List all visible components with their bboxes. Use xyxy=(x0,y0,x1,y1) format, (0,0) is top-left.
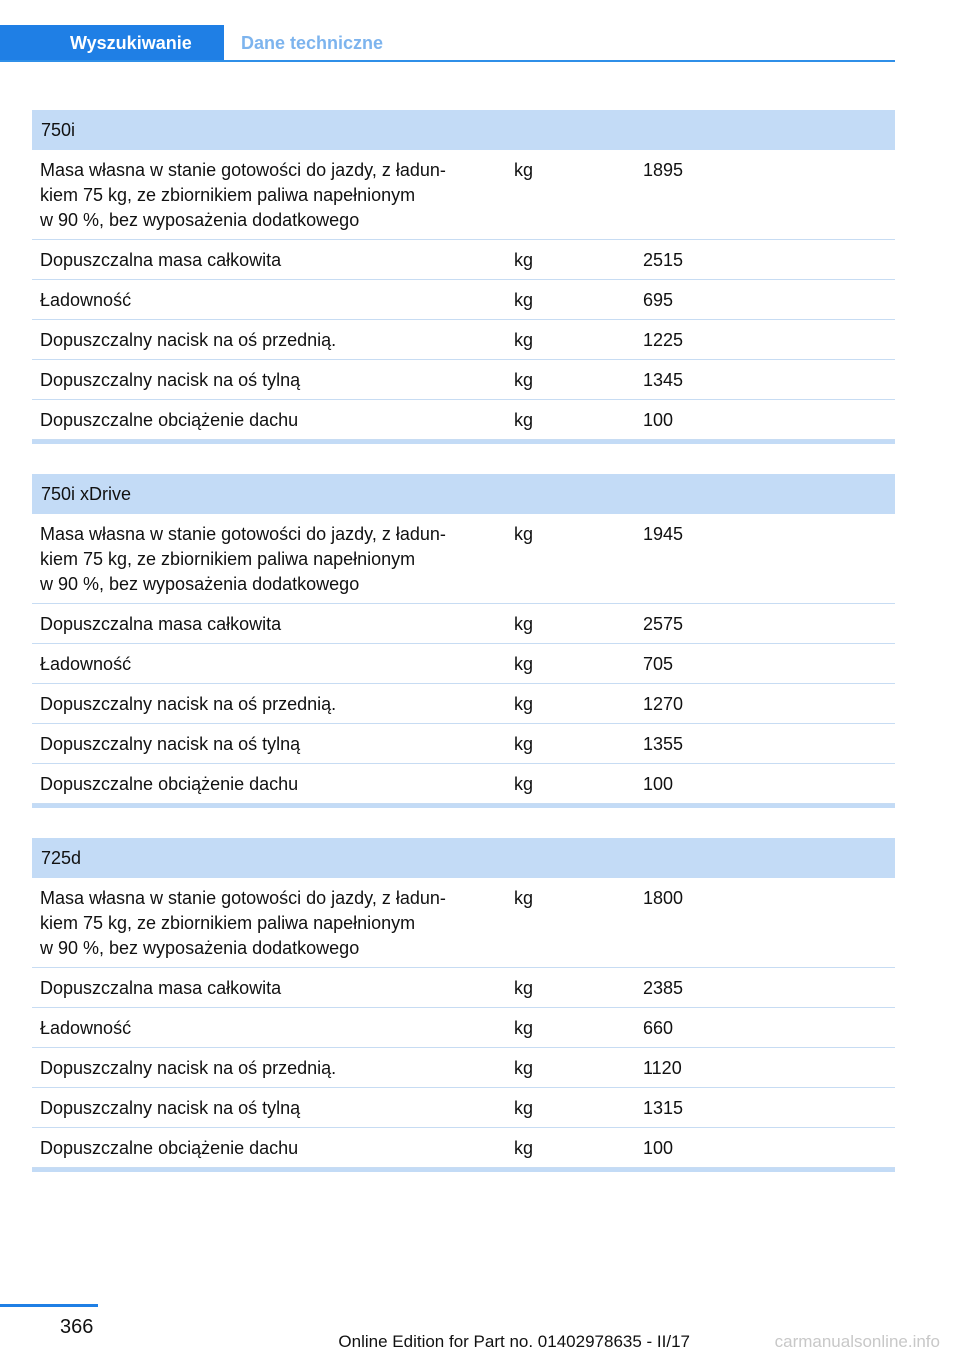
row-unit: kg xyxy=(514,1138,534,1158)
table-row xyxy=(32,320,895,360)
row-label: Dopuszczalna masa całkowita xyxy=(40,250,282,270)
row-value: 100 xyxy=(643,774,674,794)
row-label: Masa własna w stanie gotowości do jazdy, z ładun- kiem 75 kg, ze zbiornikiem paliwa napełnionym w 90 %, bez wyposażenia dodatkowego xyxy=(40,888,446,958)
watermark: carmanualsonline.info xyxy=(774,1332,940,1351)
row-value: 100 xyxy=(643,1138,674,1158)
table-row xyxy=(32,1008,895,1048)
row-value: 1895 xyxy=(643,160,684,180)
tab-search[interactable]: Wyszukiwanie xyxy=(0,25,224,62)
table-row xyxy=(32,1128,895,1168)
row-label: Dopuszczalna masa całkowita xyxy=(40,978,282,998)
row-label: Ładowność xyxy=(40,290,132,310)
row-label: Dopuszczalny nacisk na oś tylną xyxy=(40,734,301,754)
row-label: Ładowność xyxy=(40,654,132,674)
row-label: Dopuszczalne obciążenie dachu xyxy=(40,774,299,794)
table-header: 750i xDrive xyxy=(32,474,895,514)
spec-table xyxy=(32,110,895,444)
row-label: Dopuszczalny nacisk na oś tylną xyxy=(40,1098,301,1118)
row-label: Dopuszczalny nacisk na oś przednią. xyxy=(40,330,337,350)
tab-technical-data[interactable]: Dane techniczne xyxy=(241,33,384,53)
table-row xyxy=(32,280,895,320)
row-unit: kg xyxy=(514,524,534,544)
table-row xyxy=(32,604,895,644)
row-value: 1355 xyxy=(643,734,684,754)
row-unit: kg xyxy=(514,888,534,908)
row-value: 660 xyxy=(643,1018,674,1038)
table-row xyxy=(32,400,895,440)
row-label: Masa własna w stanie gotowości do jazdy, z ładun- kiem 75 kg, ze zbiornikiem paliwa napełnionym w 90 %, bez wyposażenia dodatkowego xyxy=(40,524,446,594)
table-row xyxy=(32,644,895,684)
row-label: Dopuszczalny nacisk na oś przednią. xyxy=(40,694,337,714)
row-unit: kg xyxy=(514,160,534,180)
table-row xyxy=(32,150,895,240)
table-row xyxy=(32,724,895,764)
row-unit: kg xyxy=(514,250,534,270)
row-value: 2575 xyxy=(643,614,684,634)
row-value: 1120 xyxy=(643,1058,682,1078)
row-value: 1315 xyxy=(643,1098,684,1118)
row-unit: kg xyxy=(514,978,534,998)
row-value: 695 xyxy=(643,290,674,310)
row-value: 1800 xyxy=(643,888,684,908)
table-row xyxy=(32,360,895,400)
row-unit: kg xyxy=(514,654,534,674)
table-row xyxy=(32,514,895,604)
row-label: Dopuszczalny nacisk na oś przednią. xyxy=(40,1058,337,1078)
row-label: Dopuszczalny nacisk na oś tylną xyxy=(40,370,301,390)
row-value: 1345 xyxy=(643,370,684,390)
table-row xyxy=(32,1048,895,1088)
row-unit: kg xyxy=(514,1098,534,1118)
row-value: 1225 xyxy=(643,330,684,350)
row-unit: kg xyxy=(514,1058,534,1078)
row-value: 2385 xyxy=(643,978,684,998)
row-unit: kg xyxy=(514,410,534,430)
table-row xyxy=(32,240,895,280)
header-rule xyxy=(0,60,895,62)
row-value: 1270 xyxy=(643,694,684,714)
table-header: 725d xyxy=(32,838,895,878)
table-header: 750i xyxy=(32,110,895,150)
row-unit: kg xyxy=(514,290,534,310)
edition-info: Online Edition for Part no. 01402978635 - II/17 xyxy=(338,1332,690,1351)
row-unit: kg xyxy=(514,734,534,754)
table-row xyxy=(32,764,895,804)
row-label: Dopuszczalne obciążenie dachu xyxy=(40,410,299,430)
row-value: 100 xyxy=(643,410,674,430)
row-value: 705 xyxy=(643,654,674,674)
row-unit: kg xyxy=(514,614,534,634)
page-number: 366 xyxy=(60,1316,94,1338)
table-row xyxy=(32,878,895,968)
row-label: Dopuszczalna masa całkowita xyxy=(40,614,282,634)
row-unit: kg xyxy=(514,774,534,794)
top-navigation xyxy=(0,25,895,62)
table-row xyxy=(32,684,895,724)
footer-rule xyxy=(0,1304,98,1307)
row-value: 2515 xyxy=(643,250,684,270)
row-label: Ładowność xyxy=(40,1018,132,1038)
row-unit: kg xyxy=(514,694,534,714)
spec-table xyxy=(32,838,895,1172)
row-unit: kg xyxy=(514,330,534,350)
row-unit: kg xyxy=(514,370,534,390)
row-unit: kg xyxy=(514,1018,534,1038)
table-row xyxy=(32,1088,895,1128)
row-value: 1945 xyxy=(643,524,684,544)
table-row xyxy=(32,968,895,1008)
row-label: Masa własna w stanie gotowości do jazdy, z ładun- kiem 75 kg, ze zbiornikiem paliwa napełnionym w 90 %, bez wyposażenia dodatkowego xyxy=(40,160,446,230)
spec-table xyxy=(32,474,895,808)
row-label: Dopuszczalne obciążenie dachu xyxy=(40,1138,299,1158)
